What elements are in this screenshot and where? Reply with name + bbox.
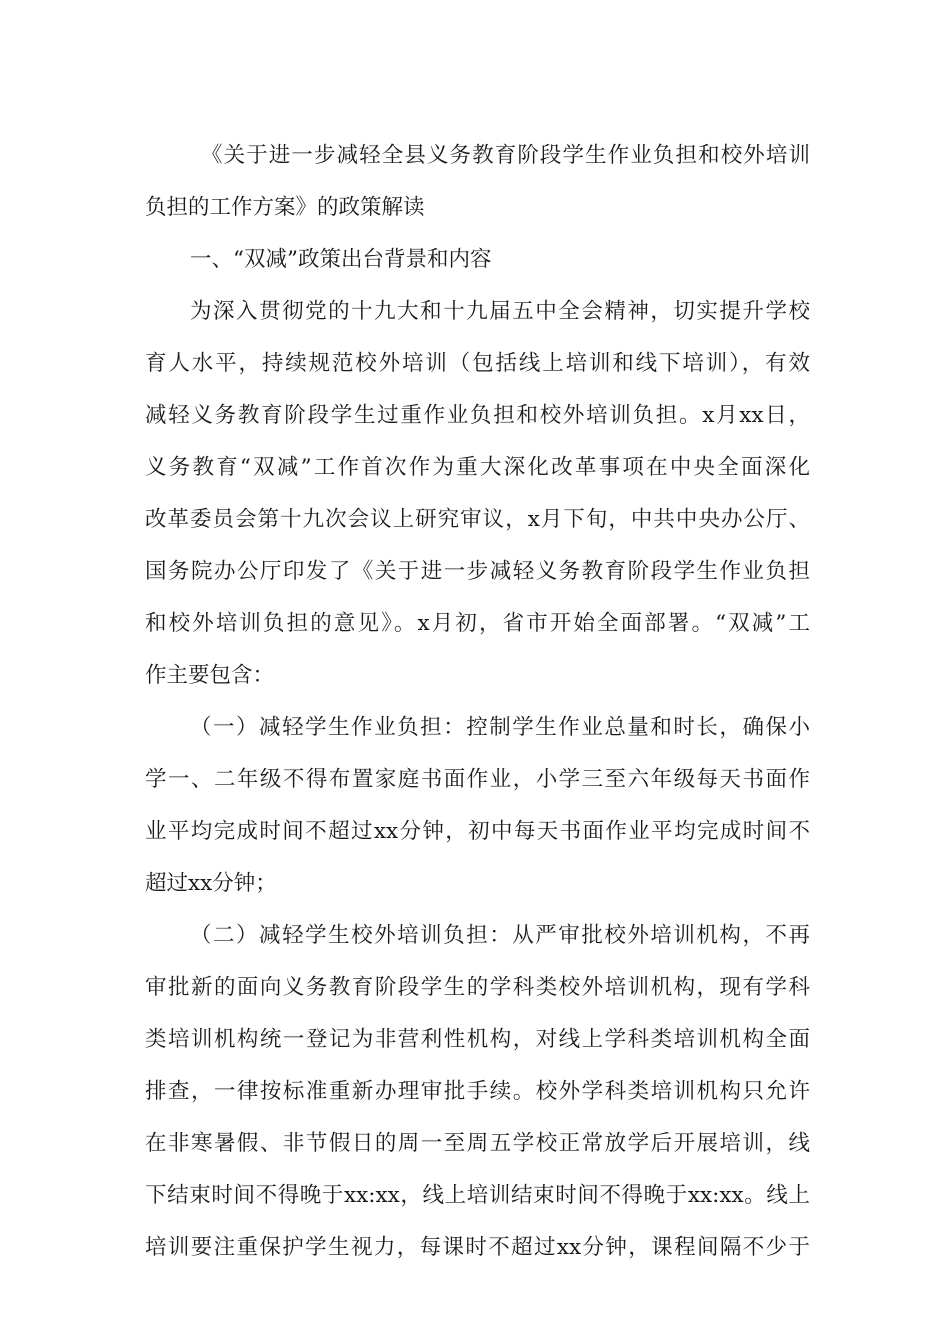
paragraph-2-line-1: （一）减轻学生作业负担：控制学生作业总量和时长，确保小: [190, 715, 810, 740]
paragraph-1-line-6: 国务院办公厅印发了《关于进一步减轻义务教育阶段学生作业负担: [145, 559, 810, 584]
paragraph-1-line-7: 和校外培训负担的意见》。x月初，省市开始全面部署。“双减”工: [145, 611, 810, 636]
paragraph-1-line-1: 为深入贯彻党的十九大和十九届五中全会精神，切实提升学校: [190, 299, 810, 324]
paragraph-1-line-3: 减轻义务教育阶段学生过重作业负担和校外培训负担。x月xx日，: [145, 403, 810, 428]
paragraph-3-line-6: 下结束时间不得晚于xx:xx，线上培训结束时间不得晚于xx:xx。线上: [145, 1183, 810, 1208]
section-heading: 一、“双减”政策出台背景和内容: [190, 247, 492, 272]
paragraph-3-line-2: 审批新的面向义务教育阶段学生的学科类校外培训机构，现有学科: [145, 975, 810, 1000]
paragraph-3-line-4: 排查，一律按标准重新办理审批手续。校外学科类培训机构只允许: [145, 1079, 810, 1104]
title-line-2: 负担的工作方案》的政策解读: [145, 195, 425, 220]
paragraph-3-line-7: 培训要注重保护学生视力，每课时不超过xx分钟，课程间隔不少于: [145, 1235, 810, 1260]
paragraph-1-line-4: 义务教育“双减”工作首次作为重大深化改革事项在中央全面深化: [145, 455, 810, 480]
paragraph-3-line-1: （二）减轻学生校外培训负担：从严审批校外培训机构，不再: [190, 923, 810, 948]
document-body: [145, 130, 810, 1274]
paragraph-3-line-5: 在非寒暑假、非节假日的周一至周五学校正常放学后开展培训，线: [145, 1131, 810, 1156]
paragraph-1-line-8: 作主要包含：: [145, 663, 275, 688]
paragraph-2-line-4: 超过xx分钟；: [145, 871, 277, 896]
title-line-1: 《关于进一步减轻全县义务教育阶段学生作业负担和校外培训: [201, 143, 810, 168]
paragraph-3-line-3: 类培训机构统一登记为非营利性机构，对线上学科类培训机构全面: [145, 1027, 810, 1052]
paragraph-2-line-2: 学一、二年级不得布置家庭书面作业，小学三至六年级每天书面作: [145, 767, 810, 792]
paragraph-2-line-3: 业平均完成时间不超过xx分钟，初中每天书面作业平均完成时间不: [145, 819, 810, 844]
paragraph-1-line-2: 育人水平，持续规范校外培训（包括线上培训和线下培训），有效: [145, 351, 810, 376]
paragraph-1-line-5: 改革委员会第十九次会议上研究审议，x月下旬，中共中央办公厅、: [145, 507, 810, 532]
